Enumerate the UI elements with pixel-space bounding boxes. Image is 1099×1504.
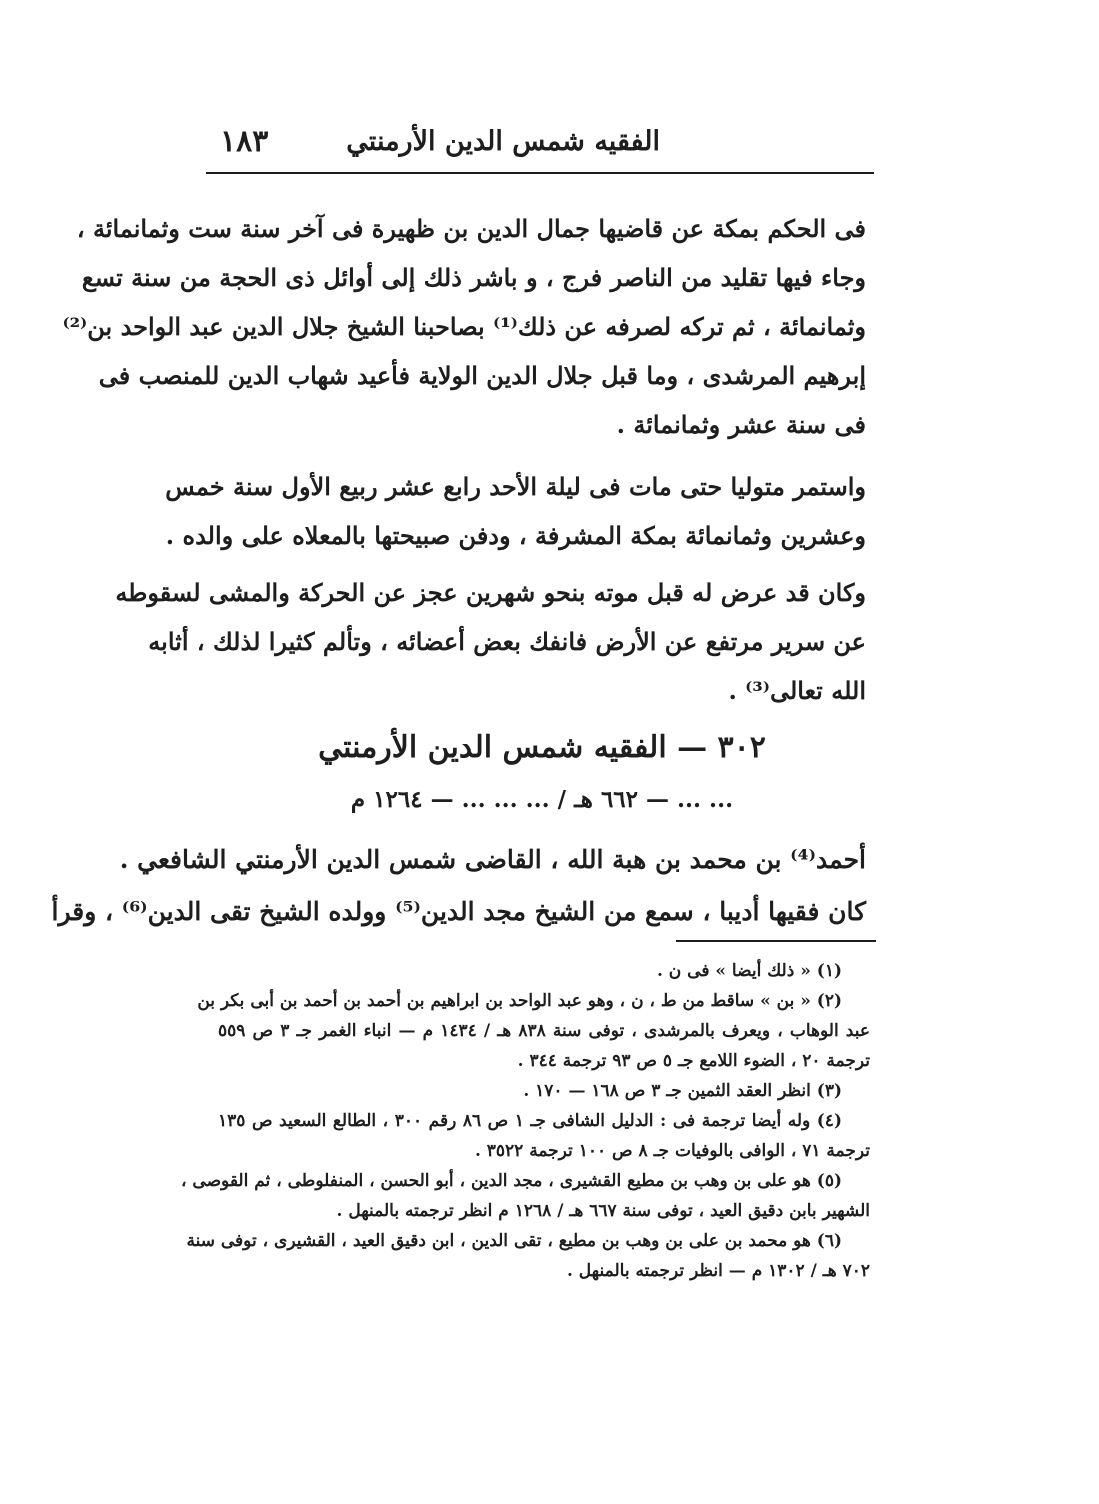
footnote-2-line: ترجمة ٢٠ ، الضوء اللامع جـ ٥ ص ٩٣ ترجمة ٣٤٤ .: [517, 1051, 870, 1071]
paragraph-2: [165, 462, 866, 560]
paragraph-line: وجاء فيها تقليد من الناصر فرج ، و باشر ذلك إلى أوائل ذى الحجة من سنة تسع: [81, 263, 866, 292]
footnotes: [181, 956, 870, 1286]
paragraph-line: وعشرين وثمانمائة بمكة المشرفة ، ودفن صبيحتها بالمعلاه على والده .: [165, 521, 866, 550]
paragraph-line: عن سرير مرتفع عن الأرض فانفك بعض أعضائه ، وتألم كثيرا لذلك ، أثابه: [148, 627, 866, 656]
paragraph-3: [115, 568, 866, 715]
paragraph-line: فى الحكم بمكة عن قاضيها جمال الدين بن ظهيرة فى آخر سنة ست وثمانمائة ،: [76, 214, 866, 243]
paragraph-1: [62, 204, 866, 449]
footnote-4-line: ترجمة ٧١ ، الوافى بالوفيات جـ ٨ ص ١٠٠ ترجمة ٣٥٢٢ .: [474, 1141, 870, 1161]
running-head: [206, 118, 874, 170]
entry-line: كان فقيها أديبا ، سمع من الشيخ مجد الدين⁽⁵⁾ وولده الشيخ تقى الدين⁽⁶⁾ ، وقرأ: [51, 897, 866, 926]
footnote-5: (٥) هو على بن وهب بن مطيع القشيرى ، مجد الدين ، أبو الحسن ، المنفلوطى ، ثم القوصى ،: [181, 1171, 842, 1191]
paragraph-line: وكان قد عرض له قبل موته بنحو شهرين عجز عن الحركة والمشى لسقوطه: [115, 578, 866, 607]
entry-dates: ... ... — ٦٦٢ هـ / ... ... ... — ١٢٦٤ م: [350, 786, 734, 813]
footnote-5-line: الشهير بابن دقيق العيد ، توفى سنة ٦٦٧ هـ / ١٢٦٨ م انظر ترجمته بالمنهل .: [336, 1201, 870, 1221]
entry-body: [51, 834, 866, 938]
paragraph-line: الله تعالى⁽³⁾ .: [728, 676, 866, 705]
footnote-6: (٦) هو محمد بن على بن وهب بن مطيع ، تقى الدين ، ابن دقيق العيد ، القشيرى ، توفى سنة: [186, 1231, 842, 1251]
footnote-4: (٤) وله أيضا ترجمة فى : الدليل الشافى جـ ١ ص ٨٦ رقم ٣٠٠ ، الطالع السعيد ص ١٣٥: [218, 1111, 842, 1131]
footnote-2: (٢) « بن » ساقط من ط ، ن ، وهو عبد الواحد بن ابراهيم بن أحمد بن أحمد بن أبى بكر بن: [197, 991, 842, 1011]
paragraph-line: إبرهيم المرشدى ، وما قبل جلال الدين الولاية فأعيد شهاب الدين للمنصب فى: [98, 361, 866, 390]
paragraph-line: واستمر متوليا حتى مات فى ليلة الأحد رابع عشر ربيع الأول سنة خمس: [165, 472, 866, 501]
footnote-1: (١) « ذلك أيضا » فى ن .: [656, 961, 842, 981]
entry-title: ٣٠٢ — الفقيه شمس الدين الأرمنتي: [318, 730, 766, 765]
paragraph-line: فى سنة عشر وثمانمائة .: [616, 410, 866, 439]
footnote-2-line: عبد الوهاب ، ويعرف بالمرشدى ، توفى سنة ٨٣٨ هـ / ١٤٣٤ م — انباء الغمر جـ ٣ ص ٥٥٩: [218, 1021, 870, 1041]
paragraph-line: وثمانمائة ، ثم تركه لصرفه عن ذلك⁽¹⁾ بصاحبنا الشيخ جلال الدين عبد الواحد بن⁽²⁾: [62, 312, 866, 341]
page-number: ١٨٣: [220, 124, 269, 159]
footnote-6-line: ٧٠٢ هـ / ١٣٠٢ م — انظر ترجمته بالمنهل .: [566, 1261, 870, 1281]
footnote-rule: [676, 940, 876, 942]
footnote-3: (٣) انظر العقد الثمين جـ ٣ ص ١٦٨ — ١٧٠ .: [523, 1081, 842, 1101]
entry-line: أحمد⁽⁴⁾ بن محمد بن هبة الله ، القاضى شمس الدين الأرمنتي الشافعي .: [119, 845, 866, 874]
header-rule: [206, 172, 874, 174]
running-title: الفقيه شمس الدين الأرمنتي: [346, 126, 660, 157]
